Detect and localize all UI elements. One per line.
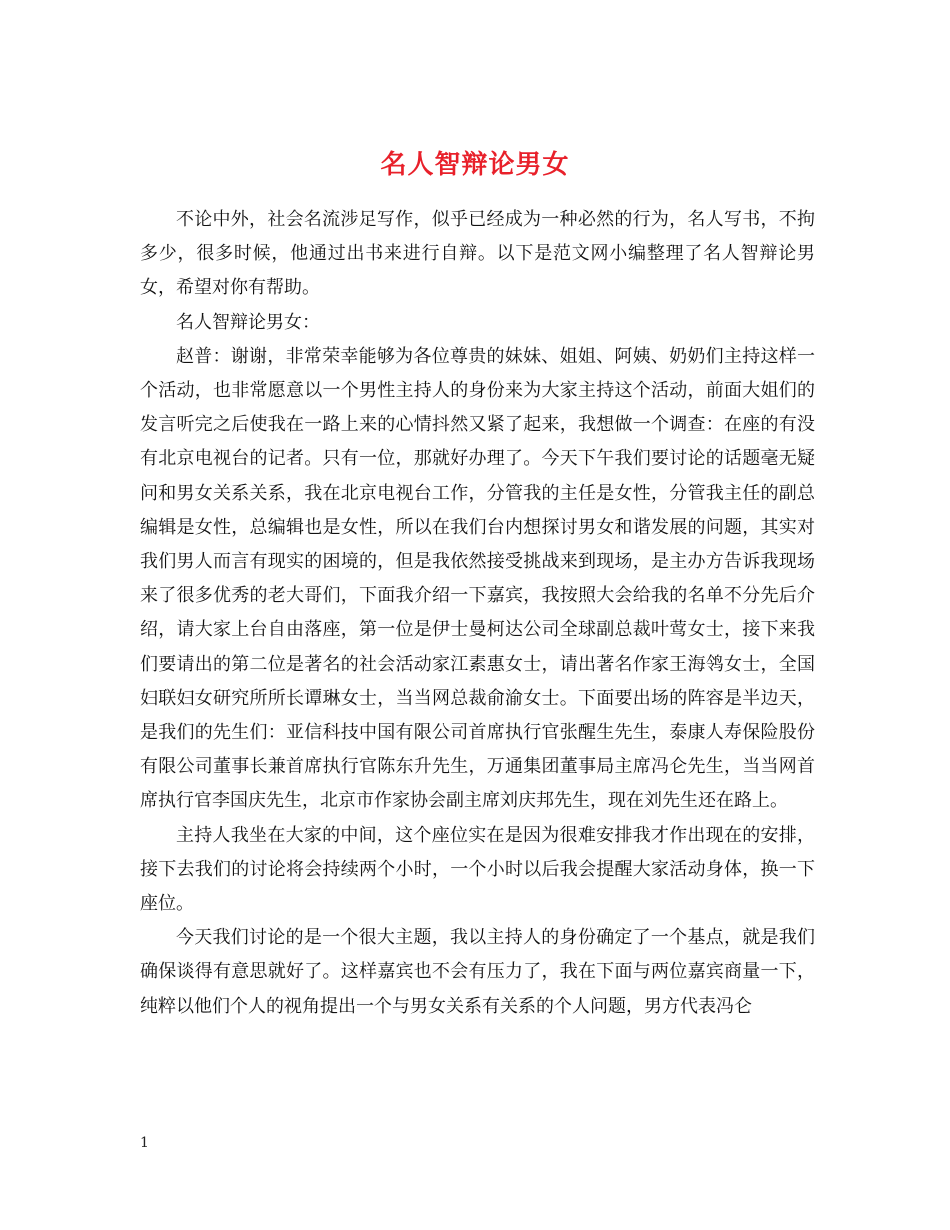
paragraph-host-seating: 主持人我坐在大家的中间，这个座位实在是因为很难安排我才作出现在的安排，接下去我们的讨论将会持续两个小时，一个小时以后我会提醒大家活动身体，换一下座位。 — [140, 824, 815, 915]
paragraph-intro: 不论中外，社会名流涉足写作，似乎已经成为一种必然的行为，名人写书，不拘多少，很多时候，他通过出书来进行自辩。以下是范文网小编整理了名人智辩论男女，希望对你有帮助。 — [140, 209, 815, 299]
document-title: 名人智辩论男女 — [380, 150, 570, 181]
paragraph-zhao-pu-speech: 赵普：谢谢，非常荣幸能够为各位尊贵的妹妹、姐姐、阿姨、奶奶们主持这样一个活动，也非常愿意以一个男性主持人的身份来为大家主持这个活动，前面大姐们的发言听完之后使我在一路上来的心情抖然又紧了起来，我想做一个调查：在座的有没有北京电视台的记者。只有一位，那就好办理了。今天下午我们要讨论的话题毫无疑问和男女关系关系，我在北京电视台工作，分管我的主任是女性，分管我主任的副总编辑是女性，总编辑也是女性，所以在我们台内想探讨男女和谐发展的问题，其实对我们男人而言有现实的困境的，但是我依然接受挑战来到现场，是主办方告诉我现场来了很多优秀的老大哥们，下面我介绍一下嘉宾，我按照大会给我的名单不分先后介绍，请大家上台自由落座，第一位是伊士曼柯达公司全球副总裁叶莺女士，接下来我们要请出的第二位是著名的社会活动家江素惠女士，请出著名作家王海鸰女士，全国妇联妇女研究所所长谭琳女士，当当网总裁俞渝女士。下面要出场的阵容是半边天，是我们的先生们：亚信科技中国有限公司首席执行官张醒生先生，泰康人寿保险股份有限公司董事长兼首席执行官陈东升先生，万通集团董事局主席冯仑先生，当当网首席执行官李国庆先生，北京市作家协会副主席刘庆邦先生，现在刘先生还在路上。 — [140, 345, 815, 812]
paragraph-topic: 今天我们讨论的是一个很大主题，我以主持人的身份确定了一个基点，就是我们确保谈得有意思就好了。这样嘉宾也不会有压力了，我在下面与两位嘉宾商量一下，纯粹以他们个人的视角提出一个与男女关系有关系的个人问题，男方代表冯仑 — [140, 927, 815, 1017]
document-body — [140, 203, 815, 1024]
page-number: 1 — [140, 1135, 149, 1151]
paragraph-heading: 名人智辩论男女： — [176, 311, 320, 333]
